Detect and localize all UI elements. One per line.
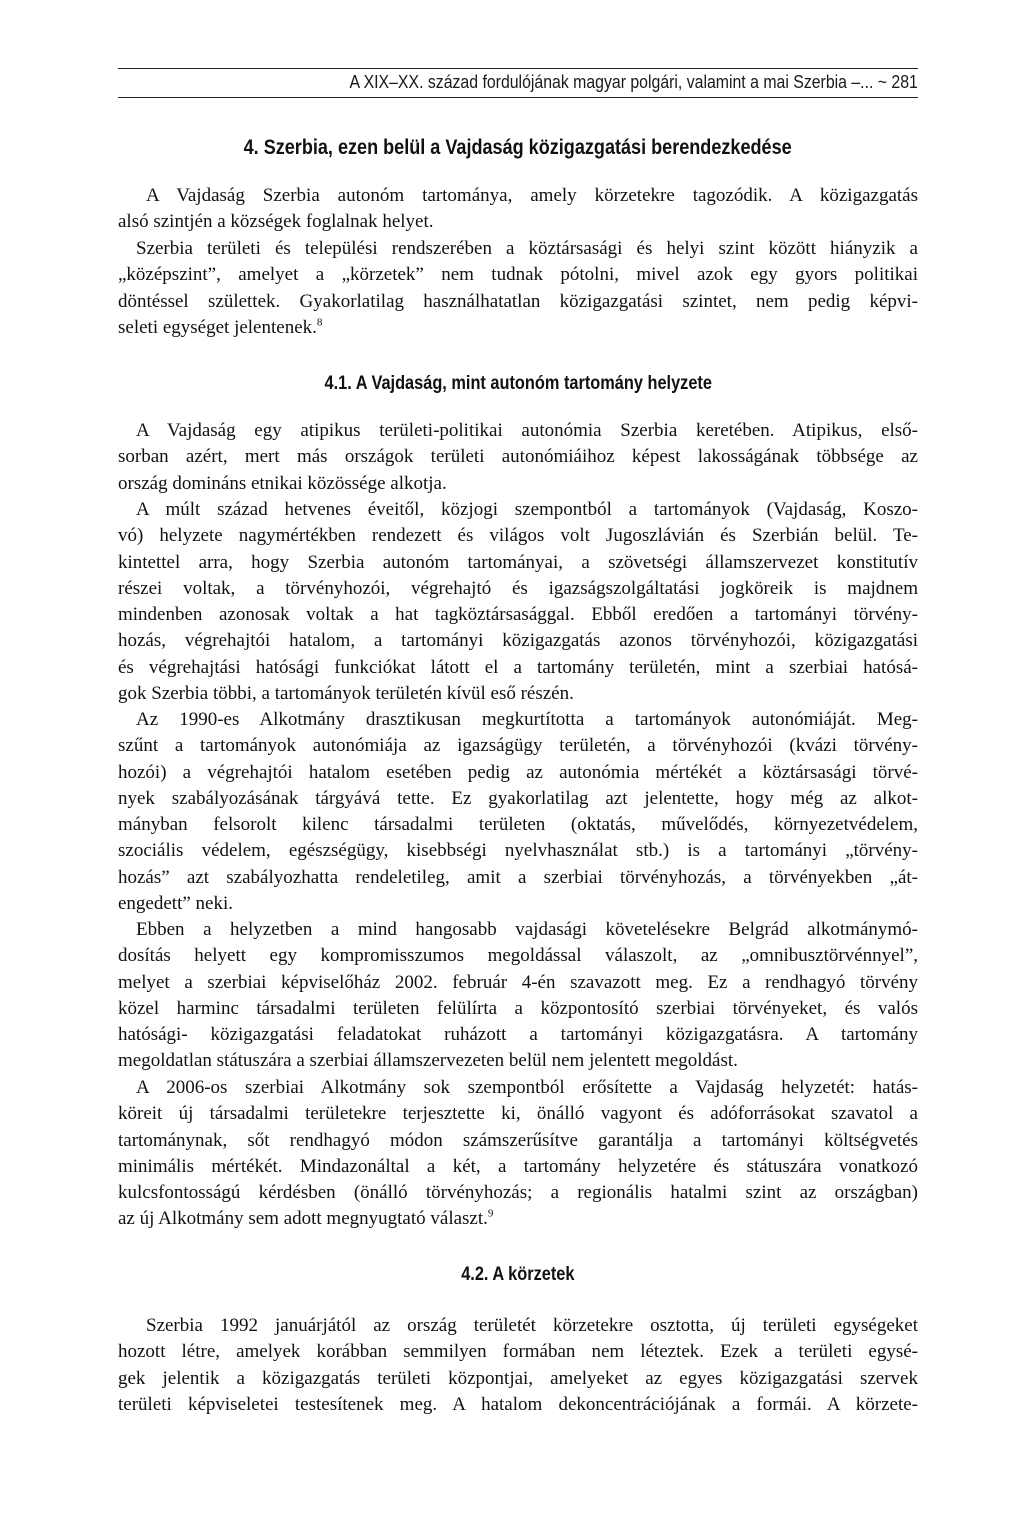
text-line: nyek szabályozásának tárgyává tette. Ez gyakorlatilag azt jelentette, hogy még az alkot-	[118, 787, 918, 809]
running-header	[118, 68, 918, 98]
text-line: kintettel arra, hogy Szerbia autonóm tartományai, a szövetségi államszervezet konstitutív	[118, 551, 918, 573]
text-line-content: az új Alkotmány sem adott megnyugtató választ.	[118, 1208, 488, 1230]
section-heading-4-2	[118, 1264, 918, 1286]
text-line: köreit új társadalmi területekre terjesztette ki, önálló vagyont és adóforrásokat szavatol a	[118, 1103, 918, 1125]
text-line: alsó szintjén a községek foglalnak helyet.	[118, 211, 434, 233]
paragraph-6	[118, 917, 918, 1075]
text-line: ország domináns etnikai közössége alkotja.	[118, 472, 447, 494]
section-heading-4-2-text: 4.2. A körzetek	[461, 1264, 575, 1285]
text-line: gok Szerbia többi, a tartományok területén kívül eső részén.	[118, 683, 574, 705]
text-line: döntéssel születtek. Gyakorlatilag használhatatlan közigazgatási szintet, nem pedig képvi-	[118, 290, 918, 312]
text-line: minimális mértékét. Mindazonáltal a két, a tartomány helyzetére és státuszára vonatkozó	[118, 1155, 918, 1177]
text-line: mányban felsorolt kilenc társadalmi területen (oktatás, művelődés, környezetvédelem,	[118, 814, 918, 836]
text-line: „középszint”, amelyet a „körzetek” nem tudnak pótolni, mivel azok egy gyors politikai	[118, 264, 918, 286]
footnote-ref-9: 9	[487, 1208, 494, 1221]
text-line: melyet a szerbiai képviselőház 2002. február 4-én szavazott meg. Ez a rendhagyó törvény	[118, 971, 918, 993]
text-line: A Vajdaság Szerbia autonóm tartománya, amely körzetekre tagozódik. A közigazgatás	[146, 185, 918, 206]
text-line: közel harminc társadalmi területen felülírta a központosító szerbiai törvényeket, és valós	[118, 997, 918, 1019]
text-line: megoldatlan státuszára a szerbiai államszervezeten belül nem jelentett megoldást.	[118, 1050, 738, 1072]
text-line: gek jelentik a közigazgatás területi központjai, amelyeket az egyes közigazgatási szervek	[118, 1367, 918, 1389]
section-heading-4-text: 4. Szerbia, ezen belül a Vajdaság közigazgatási berendezkedése	[243, 136, 793, 159]
text-line: Ebben a helyzetben a mind hangosabb vajdasági követelésekre Belgrád alkotmánymó-	[136, 919, 918, 940]
text-line: kulcsfontosságú kérdésben (önálló törvényhozás; a regionális hatalmi szint az országban)	[118, 1182, 918, 1204]
text-line-content: seleti egységet jelentenek.	[118, 316, 317, 338]
paragraph-8	[118, 1313, 918, 1418]
section-heading-4	[118, 136, 918, 160]
text-line: vó) helyzete nagymértékben rendezett és világos volt Jugoszlávián és Szerbián belül. Te-	[118, 525, 918, 547]
text-line: és végrehajtási hatósági funkciókat látott el a tartomány területén, mint a szerbiai hatósá-	[118, 656, 918, 678]
text-line: A Vajdaság egy atipikus területi-politikai autonómia Szerbia keretében. Atipikus, első-	[136, 420, 918, 441]
text-line: Szerbia 1992 januárjától az ország területét körzetekre osztotta, új területi egységeket	[146, 1315, 918, 1336]
text-line: engedett” neki.	[118, 893, 234, 915]
paragraph-5	[118, 707, 918, 917]
text-line: hatósági- közigazgatási feladatokat ruházott a tartományi közigazgatásra. A tartomány	[118, 1024, 918, 1046]
footnote-ref-8: 8	[316, 316, 323, 329]
text-line	[118, 315, 918, 341]
text-line: mindenben azonosak voltak a hat tagköztársasággal. Ebből eredően a tartományi törvény-	[118, 604, 918, 626]
text-line: részei voltak, a törvényhozói, végrehajtó és igazságszolgáltatási jogköreik is majdnem	[118, 577, 918, 599]
paragraph-1	[118, 183, 918, 236]
text-line	[118, 1206, 918, 1232]
text-line: sorban azért, mert más országok területi autonómiáihoz képest lakosságának többsége az	[118, 446, 918, 468]
running-head-text: A XIX–XX. század fordulójának magyar polgári, valamint a mai Szerbia –... ~ 281	[349, 72, 918, 92]
text-line: A múlt század hetvenes éveitől, közjogi szempontból a tartományok (Vajdaság, Koszo-	[136, 499, 918, 520]
text-line: tartománynak, sőt rendhagyó módon számszerűsítve garantálja a tartományi költségvetés	[118, 1129, 918, 1151]
text-line: dosítás helyett egy kompromisszumos megoldással válaszolt, az „omnibusztörvénnyel”,	[118, 945, 918, 967]
section-heading-4-1-text: 4.1. A Vajdaság, mint autonóm tartomány helyzete	[324, 373, 712, 394]
section-heading-4-1	[118, 373, 918, 395]
text-line: Szerbia területi és települési rendszerében a köztársasági és helyi szint között hiányzik a	[136, 238, 918, 259]
paragraph-7	[118, 1075, 918, 1233]
text-line: területi képviseletei testesítenek meg. A hatalom dekoncentrációjának a formái. A körzete-	[118, 1393, 918, 1415]
text-line: hozás, végrehajtói hatalom, a tartományi közigazgatás azonos törvényhozói, közigazgatási	[118, 630, 918, 652]
text-line: szűnt a tartományok autonómiája az igazságügy területén, a törvényhozói (kvázi törvény-	[118, 735, 918, 757]
text-line: hozott létre, amelyek korábban semmilyen formában nem léteztek. Ezek a területi egysé-	[118, 1341, 918, 1363]
text-line: hozás” azt szabályozhatta rendeletileg, amit a szerbiai törvényhozás, a törvényekben „át-	[118, 866, 918, 888]
paragraph-3	[118, 418, 918, 497]
text-line: A 2006-os szerbiai Alkotmány sok szempontból erősítette a Vajdaság helyzetét: hatás-	[136, 1077, 918, 1098]
paragraph-2	[118, 236, 918, 341]
paragraph-4	[118, 497, 918, 707]
text-line: Az 1990-es Alkotmány drasztikusan megkurtította a tartományok autonómiáját. Meg-	[136, 709, 918, 730]
text-line: szociális védelem, egészségügy, kisebbségi nyelvhasználat stb.) is a tartományi „törvény-	[118, 840, 918, 862]
text-line: hozói) a végrehajtói hatalom esetében pedig az autonómia mértékét a köztársasági törvé-	[118, 761, 918, 783]
